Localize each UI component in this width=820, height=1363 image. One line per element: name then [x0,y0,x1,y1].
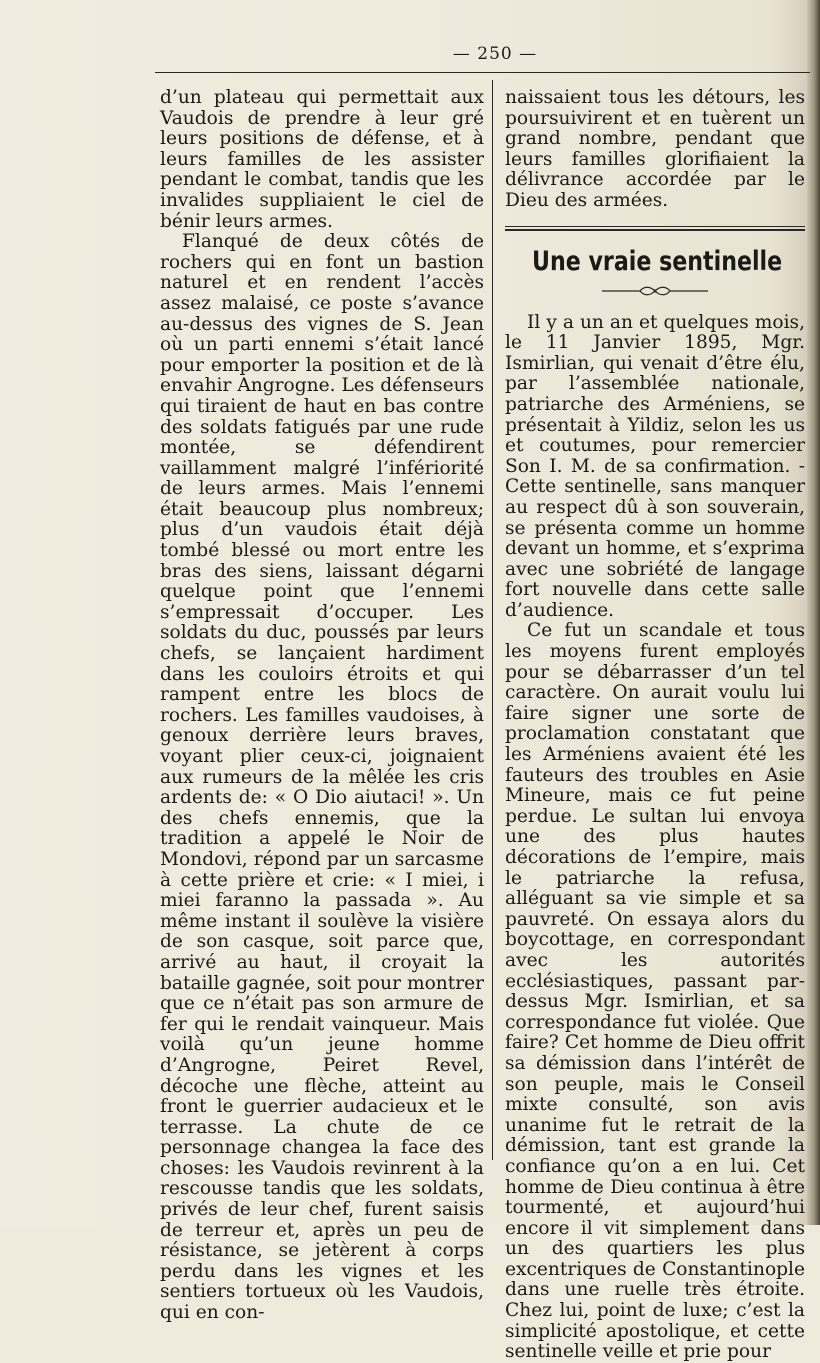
left-paragraph-2: Flanqué de deux côtés de rochers qui en font un bastion naturel et en rendent l’accès assez malaisé, ce poste s’avance au-dessus des vignes de S. Jean où un parti ennemi s’était lancé pour emporter la position et de là envahir Angrogne. Les défenseurs qui tiraient de haut en bas contre des soldats fatigués par une rude montée, se défendirent vaillamment malgré l’infériorité de leurs armes. Mais l’ennemi était beaucoup plus nombreux; plus d’un vaudois était déjà tombé blessé ou mort entre les bras des siens, laissant dégarni quelque point que l’ennemi s’empressait d’occuper. Les soldats du duc, poussés par leurs chefs, se lançaient hardiment dans les couloirs étroits et qui rampent entre les blocs de rochers. Les familles vaudoises, à genoux derrière leurs braves, voyant plier ceux-ci, joignaient aux rumeurs de la mêlée les cris ardents de: « O Dio aiutaci! ». Un des chefs ennemis, que la tradition a appelé le Noir de Mondovi, répond par un sarcasme à cette prière et crie: « I miei, i miei faranno la passada ». Au même instant il soulève la visière de son casque, soit parce que, arrivé au haut, il croyait la bataille gagnée, soit pour montrer que ce n’était pas son armure de fer qui le rendait vainqueur. Mais voilà qu’un jeune homme d’Angrogne, Peiret Revel, décoche une flèche, atteint au front le guerrier audacieux et le terrasse. La chute de ce personnage changea la face des choses: les Vaudois revinrent à la rescousse tandis que les soldats, privés de leur chef, furent saisis de terreur et, après un peu de résistance, se jetèrent à corps perdu dans les vignes et les sentiers tortueux où les Vaudois, qui en con- [160,231,484,1324]
section-rule-thin [505,226,805,227]
book-spine-shadow [806,0,820,1225]
right-paragraph-1: Il y a un an et quelques mois, le 11 Janvier 1895, Mgr. Ismirlian, qui venait d’être élu, par l’assemblée nationale, patriarche des Arméniens, se présentait à Yildiz, selon les us et coutumes, pour remercier Son I. M. de sa confirmation. - Cette sentinelle, sans manquer au respect dû à son souverain, se présenta comme un homme devant un homme, et s’exprima avec une sobriété de langage fort nouvelle dans cette salle d’audience. [505,311,805,621]
section-rule-thick [505,229,805,231]
right-column [505,88,805,1363]
right-continuation-paragraph: naissaient tous les détours, les poursuivirent et en tuèrent un grand nombre, pendant que leurs familles glorifiaient la délivrance accordée par le Dieu des armées. [505,87,805,211]
left-paragraph-1: d’un plateau qui permettait aux Vaudois de prendre à leur gré leurs positions de défense, et à leurs familles de les assister pendant le combat, tandis que les invalides suppliaient le ciel de bénir leurs armes. [160,87,484,232]
page-number: — 250 — [452,44,538,64]
header-rule [155,72,810,73]
article-headline: Une vraie sentinelle [532,245,783,277]
left-column [160,88,484,1324]
column-divider [492,80,493,1160]
right-paragraph-2: Ce fut un scandale et tous les moyens furent employés pour se débarrasser d’un tel caractère. On aurait voulu lui faire signer une sorte de proclamation constatant que les Arméniens avaient été les fauteurs des troubles en Asie Mineure, mais ce fut peine perdue. Le sultan lui envoya une des plus hautes décorations de l’empire, mais le patriarche la refusa, alléguant sa vie simple et sa pauvreté. On essaya alors du boycottage, en correspondant avec les autorités ecclésiastiques, passant par-dessus Mgr. Ismirlian, et sa correspondance fut violée. Que faire? Cet homme de Dieu offrit sa démission dans l’intérêt de son peuple, mais le Conseil mixte consulté, son avis unanime fut le retrait de la démission, tant est grande la confiance qu’on a en lui. Cet homme de Dieu continua à être tourmenté, et aujourd’hui encore il vit simplement dans un des quartiers les plus excentriques de Constantinople dans une ruelle très étroite. Chez lui, point de luxe; c’est la simplicité apostolique, et cette sentinelle veille et prie pour [505,620,805,1363]
ornament-divider-icon [600,285,710,297]
